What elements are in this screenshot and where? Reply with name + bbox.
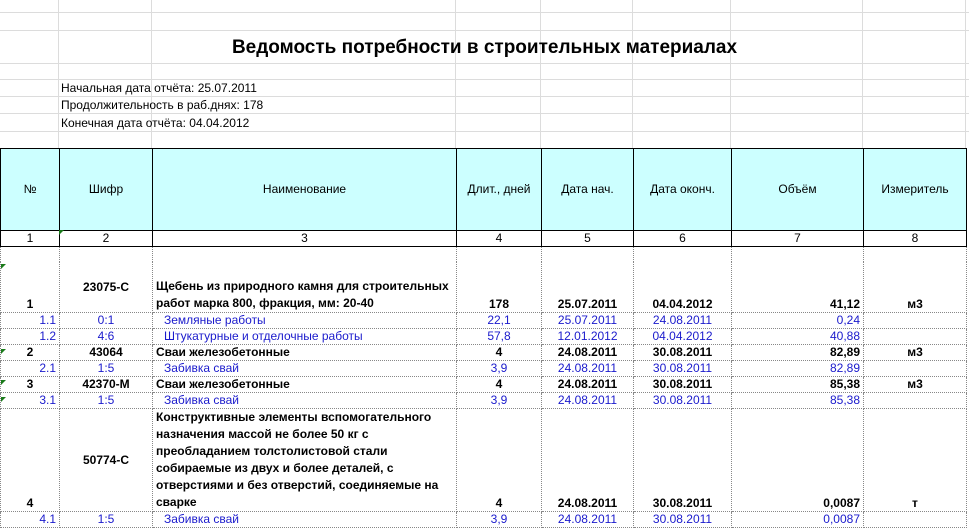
col-header-duration: Длит., дней [457,149,542,231]
header-row [1,149,967,231]
spacer-row [1,247,967,263]
col-header-volume: Объём [732,149,864,231]
table-row: 1 23075-С Щебень из природного камня для строительных работ марка 800, фракция, мм: 20-40 178 25.07.2011 04.04.2012 41,12 м3 [1,262,967,313]
col-number: 8 [864,231,967,247]
col-number: 4 [457,231,542,247]
col-header-name: Наименование [153,149,457,231]
report-duration: Продолжительность в раб.днях: 178 [61,98,264,112]
cell-marker-icon [1,349,6,354]
table-row: 1.1 0:1 Земляные работы 22,1 25.07.2011 24.08.2011 0,24 [1,313,967,329]
table-row: 3.1 1:5 Забивка свай 3,9 24.08.2011 30.08.2011 85,38 [1,393,967,409]
table-row: 4.1 1:5 Забивка свай 3,9 24.08.2011 30.08.2011 0,0087 [1,512,967,528]
report-end-date: Конечная дата отчёта: 04.04.2012 [61,116,250,130]
col-header-start-date: Дата нач. [542,149,634,231]
table-row: 3 42370-М Сваи железобетонные 4 24.08.2011 30.08.2011 85,38 м3 [1,377,967,393]
col-header-code: Шифр [60,149,153,231]
table-row: 2 43064 Сваи железобетонные 4 24.08.2011 30.08.2011 82,89 м3 [1,345,967,361]
materials-table [0,148,967,528]
table-row: 2.1 1:5 Забивка свай 3,9 24.08.2011 30.08.2011 82,89 [1,361,967,377]
col-number: 6 [634,231,732,247]
report-start-date: Начальная дата отчёта: 25.07.2011 [61,81,257,95]
table-row: 4 50774-С Конструктивные элементы вспомогательного назначения массой не более 50 кг с преобладанием толстолистовой стали собираемые из двух и более деталей, с отверстиями и без отверстий, соединяемые на сварке 4 24.08.2011 30.08.2011 0,0087 т [1,409,967,512]
col-number: 2 [60,231,153,247]
col-number: 7 [732,231,864,247]
column-number-row [1,231,967,247]
cell-marker-icon [1,397,6,402]
col-header-end-date: Дата оконч. [634,149,732,231]
col-header-unit: Измеритель [864,149,967,231]
col-number: 3 [153,231,457,247]
cell-marker-icon [1,264,6,269]
cell-marker-icon [59,230,64,235]
col-number: 5 [542,231,634,247]
page-title: Ведомость потребности в строительных материалах [231,37,738,58]
table-row: 1.2 4:6 Штукатурные и отделочные работы 57,8 12.01.2012 04.04.2012 40,88 [1,329,967,345]
cell-marker-icon [1,380,6,385]
col-header-number: № [1,149,60,231]
col-number: 1 [1,231,60,247]
